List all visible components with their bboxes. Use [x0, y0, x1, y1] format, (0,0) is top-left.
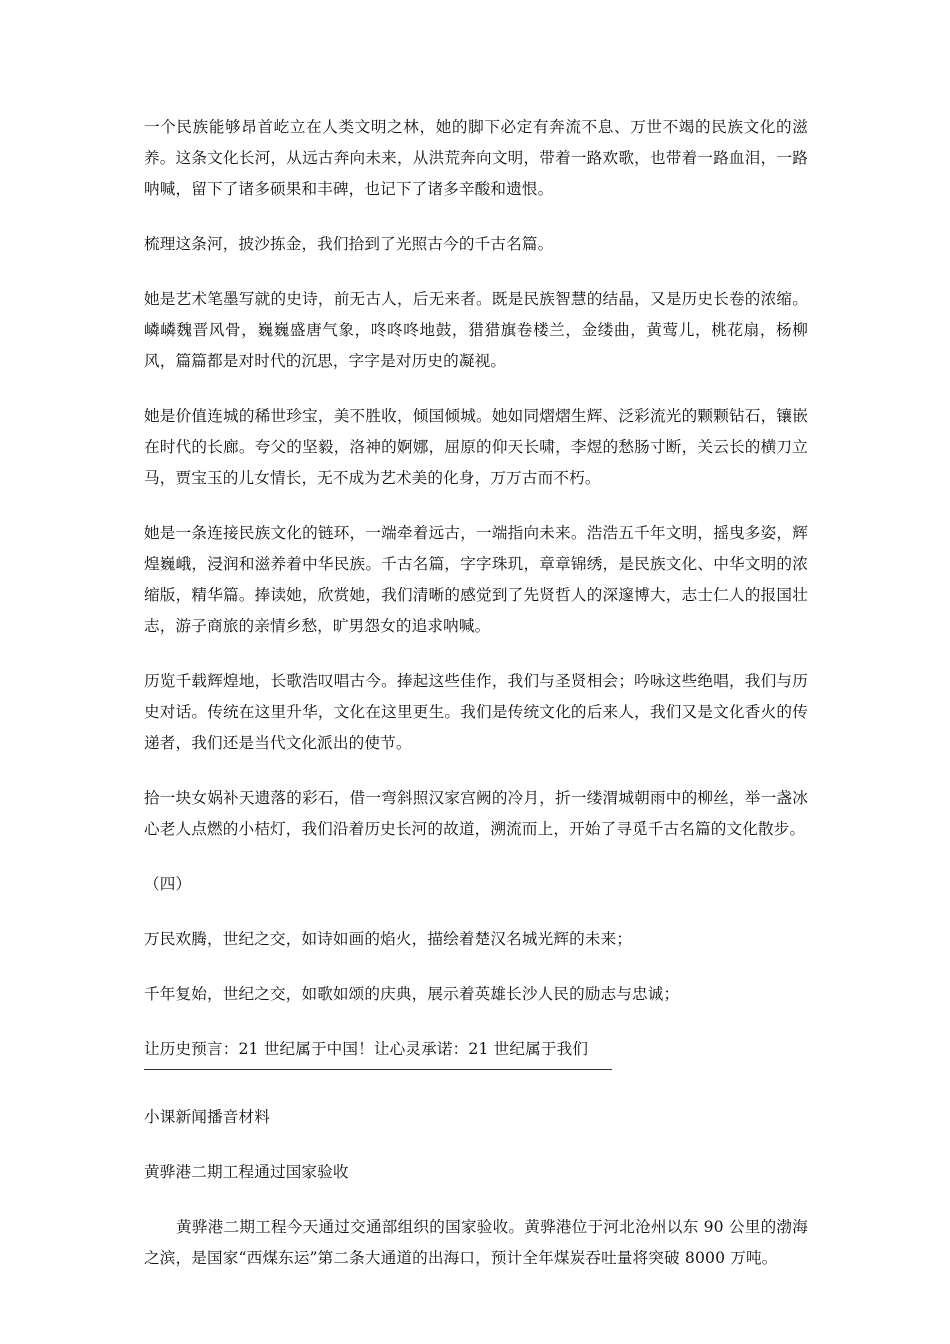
document-page: [144, 112, 808, 1298]
section-marker: （四）: [144, 875, 192, 893]
verse-line-2: 千年复始，世纪之交，如歌如颂的庆典，展示着英雄长沙人民的励志与忠诚；: [144, 985, 680, 1003]
essay-paragraph-3: 她是艺术笔墨写就的史诗，前无古人，后无来者。既是民族智慧的结晶，又是历史长卷的浓缩。嶙嶙魏晋风骨，巍巍盛唐气象，咚咚咚地鼓，猎猎旗卷楼兰，金缕曲，黄莺儿，桃花扇，杨柳风，篇篇都是对时代的沉思，字字是对历史的凝视。: [144, 290, 808, 370]
essay-paragraph-2: 梳理这条河，披沙拣金，我们拾到了光照古今的千古名篇。: [144, 235, 554, 253]
essay-paragraph-4: 她是价值连城的稀世珍宝，美不胜收，倾国倾城。她如同熠熠生辉、泛彩流光的颗颗钻石，镶嵌在时代的长廊。夸父的坚毅，洛神的婀娜，屈原的仰天长啸，李煜的愁肠寸断，关云长的横刀立马，贾宝玉的儿女情长，无不成为艺术美的化身，万万古而不朽。: [144, 407, 808, 487]
news-body: 黄骅港二期工程今天通过交通部组织的国家验收。黄骅港位于河北沧州以东 90 公里的渤海之滨，是国家“西煤东运”第二条大通道的出海口，预计全年煤炭吞吐量将突破 8000 万吨。: [144, 1218, 808, 1267]
verse-line-3: 让历史预言：21 世纪属于中国！让心灵承诺：21 世纪属于我们: [144, 1040, 589, 1058]
section-divider: [144, 1069, 612, 1070]
verse-line-1: 万民欢腾，世纪之交，如诗如画的焰火，描绘着楚汉名城光辉的未来；: [144, 930, 633, 948]
essay-paragraph-7: 拾一块女娲补天遗落的彩石，借一弯斜照汉家宫阙的冷月，折一缕渭城朝雨中的柳丝，举一盏冰心老人点燃的小桔灯，我们沿着历史长河的故道，溯流而上，开始了寻觅千古名篇的文化散步。: [144, 789, 808, 838]
essay-paragraph-6: 历览千载辉煌地，长歌浩叹唱古今。捧起这些佳作，我们与圣贤相会；吟咏这些绝唱，我们与历史对话。传统在这里升华，文化在这里更生。我们是传统文化的后来人，我们又是文化香火的传递者，我们还是当代文化派出的使节。: [144, 672, 808, 752]
essay-paragraph-1: 一个民族能够昂首屹立在人类文明之林，她的脚下必定有奔流不息、万世不竭的民族文化的滋养。这条文化长河，从远古奔向未来，从洪荒奔向文明，带着一路欢歌，也带着一路血泪，一路呐喊，留下了诸多硕果和丰碑，也记下了诸多辛酸和遗恨。: [144, 118, 808, 198]
news-title: 黄骅港二期工程通过国家验收: [144, 1163, 349, 1181]
material-heading: 小课新闻播音材料: [144, 1108, 270, 1126]
essay-paragraph-5: 她是一条连接民族文化的链环，一端牵着远古，一端指向未来。浩浩五千年文明，摇曳多姿，辉煌巍峨，浸润和滋养着中华民族。千古名篇，字字珠玑，章章锦绣，是民族文化、中华文明的浓缩版，精华篇。捧读她，欣赏她，我们清晰的感觉到了先贤哲人的深邃博大，志士仁人的报国壮志，游子商旅的亲情乡愁，旷男怨女的追求呐喊。: [144, 524, 808, 635]
